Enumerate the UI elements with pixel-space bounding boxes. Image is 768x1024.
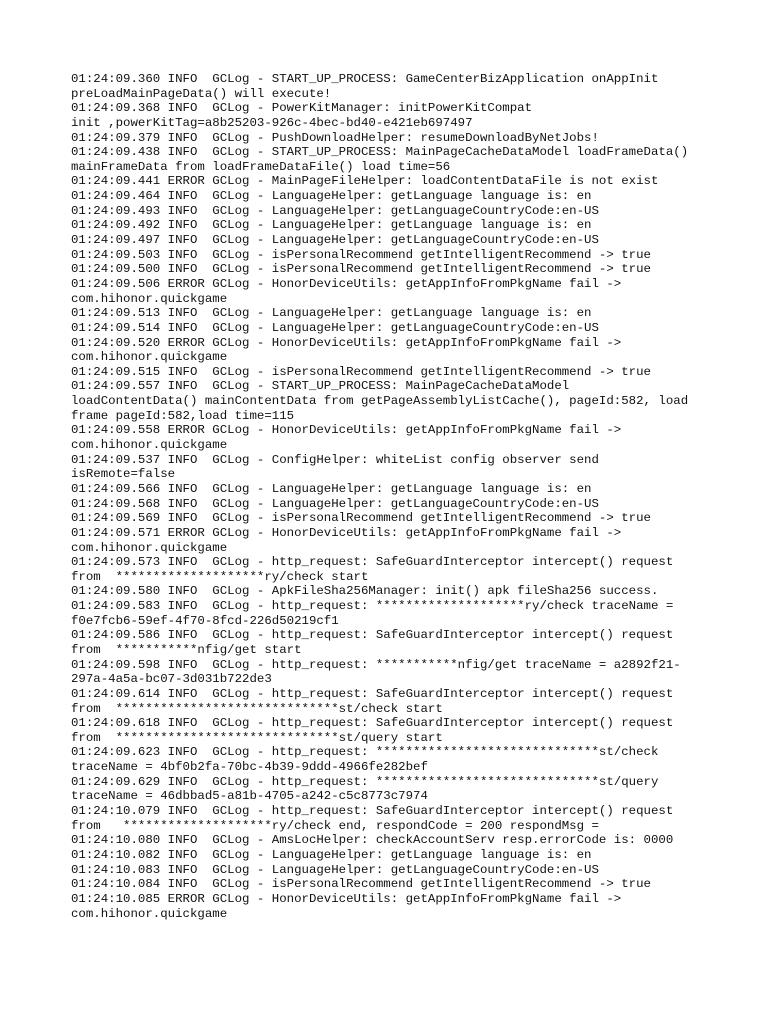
log-line: 01:24:09.558 ERROR GCLog - HonorDeviceUtils: getAppInfoFromPkgName fail -> (71, 423, 622, 438)
log-line: com.hihonor.quickgame (71, 291, 228, 306)
log-line: from ********************ry/check start (71, 569, 369, 584)
log-line: 01:24:09.515 INFO GCLog - isPersonalRecommend getIntelligentRecommend -> true (71, 364, 651, 379)
log-line: 01:24:09.568 INFO GCLog - LanguageHelper: getLanguageCountryCode:en-US (71, 496, 599, 511)
log-line: 01:24:09.614 INFO GCLog - http_request: SafeGuardInterceptor intercept() request (71, 686, 674, 701)
log-line: 01:24:09.503 INFO GCLog - isPersonalRecommend getIntelligentRecommend -> true (71, 247, 651, 262)
log-line: 01:24:10.080 INFO GCLog - AmsLocHelper: checkAccountServ resp.errorCode is: 0000 (71, 833, 674, 848)
log-line: traceName = 4bf0b2fa-70bc-4b39-9ddd-4966fe282bef (71, 760, 428, 775)
log-line: com.hihonor.quickgame (71, 438, 228, 453)
log-line: 01:24:09.500 INFO GCLog - isPersonalRecommend getIntelligentRecommend -> true (71, 262, 651, 277)
log-line: from ***********nfig/get start (71, 642, 302, 657)
log-line: 01:24:09.566 INFO GCLog - LanguageHelper: getLanguage language is: en (71, 481, 592, 496)
log-line: 01:24:09.618 INFO GCLog - http_request: SafeGuardInterceptor intercept() request (71, 716, 674, 731)
log-line: preLoadMainPageData() will execute! (71, 86, 332, 101)
log-line: isRemote=false (71, 467, 176, 482)
log-line: 01:24:09.493 INFO GCLog - LanguageHelper: getLanguageCountryCode:en-US (71, 203, 599, 218)
log-line: com.hihonor.quickgame (71, 350, 228, 365)
log-line: 01:24:09.623 INFO GCLog - http_request: ******************************st/check (71, 745, 659, 760)
log-line: traceName = 46dbbad5-a81b-4705-a242-c5c8773c7974 (71, 789, 428, 804)
log-line: frame pageId:582,load time=115 (71, 408, 295, 423)
log-line: init ,powerKitTag=a8b25203-926c-4bec-bd40-e421eb697497 (71, 115, 473, 130)
log-line: 297a-4a5a-bc07-3d031b722de3 (71, 672, 272, 687)
log-line: 01:24:09.537 INFO GCLog - ConfigHelper: whiteList config observer send (71, 452, 599, 467)
log-line: 01:24:09.569 INFO GCLog - isPersonalRecommend getIntelligentRecommend -> true (71, 511, 651, 526)
log-line: 01:24:10.082 INFO GCLog - LanguageHelper: getLanguage language is: en (71, 847, 592, 862)
log-line: 01:24:09.514 INFO GCLog - LanguageHelper: getLanguageCountryCode:en-US (71, 320, 599, 335)
log-line: 01:24:09.557 INFO GCLog - START_UP_PROCESS: MainPageCacheDataModel (71, 379, 570, 394)
log-line: 01:24:10.083 INFO GCLog - LanguageHelper: getLanguageCountryCode:en-US (71, 862, 599, 877)
log-line: 01:24:09.513 INFO GCLog - LanguageHelper: getLanguage language is: en (71, 306, 592, 321)
log-line: 01:24:09.583 INFO GCLog - http_request: ********************ry/check traceName = (71, 599, 674, 614)
log-line: 01:24:09.438 INFO GCLog - START_UP_PROCESS: MainPageCacheDataModel loadFrameData() (71, 145, 689, 160)
log-line: 01:24:09.506 ERROR GCLog - HonorDeviceUtils: getAppInfoFromPkgName fail -> (71, 276, 622, 291)
log-line: 01:24:09.360 INFO GCLog - START_UP_PROCESS: GameCenterBizApplication onAppInit (71, 72, 659, 86)
log-line: 01:24:10.085 ERROR GCLog - HonorDeviceUtils: getAppInfoFromPkgName fail -> (71, 891, 622, 906)
log-line: from ******************************st/check start (71, 701, 443, 716)
log-line: com.hihonor.quickgame (71, 540, 228, 555)
log-line: 01:24:09.586 INFO GCLog - http_request: SafeGuardInterceptor intercept() request (71, 628, 674, 643)
log-text-block (71, 72, 711, 921)
log-line: 01:24:10.084 INFO GCLog - isPersonalRecommend getIntelligentRecommend -> true (71, 877, 651, 892)
log-line: f0e7fcb6-59ef-4f70-8fcd-226d50219cf1 (71, 613, 339, 628)
log-line: 01:24:09.520 ERROR GCLog - HonorDeviceUtils: getAppInfoFromPkgName fail -> (71, 335, 622, 350)
log-line: 01:24:09.379 INFO GCLog - PushDownloadHelper: resumeDownloadByNetJobs! (71, 130, 599, 145)
log-line: loadContentData() mainContentData from getPageAssemblyListCache(), pageId:582, load (71, 394, 689, 409)
log-line: 01:24:09.629 INFO GCLog - http_request: ******************************st/query (71, 774, 659, 789)
log-line: com.hihonor.quickgame (71, 906, 228, 921)
log-line: from ********************ry/check end, respondCode = 200 respondMsg = (71, 818, 599, 833)
log-line: 01:24:09.464 INFO GCLog - LanguageHelper: getLanguage language is: en (71, 189, 592, 204)
log-line: 01:24:09.492 INFO GCLog - LanguageHelper: getLanguage language is: en (71, 218, 592, 233)
log-line: 01:24:10.079 INFO GCLog - http_request: SafeGuardInterceptor intercept() request (71, 804, 674, 819)
log-line: 01:24:09.368 INFO GCLog - PowerKitManager: initPowerKitCompat (71, 101, 533, 116)
log-line: 01:24:09.497 INFO GCLog - LanguageHelper: getLanguageCountryCode:en-US (71, 233, 599, 248)
log-line: 01:24:09.441 ERROR GCLog - MainPageFileHelper: loadContentDataFile is not exist (71, 174, 659, 189)
log-line: 01:24:09.580 INFO GCLog - ApkFileSha256Manager: init() apk fileSha256 success. (71, 584, 659, 599)
log-line: 01:24:09.571 ERROR GCLog - HonorDeviceUtils: getAppInfoFromPkgName fail -> (71, 525, 622, 540)
log-line: 01:24:09.573 INFO GCLog - http_request: SafeGuardInterceptor intercept() request (71, 555, 674, 570)
log-line: from ******************************st/query start (71, 730, 443, 745)
log-line: mainFrameData from loadFrameDataFile() load time=56 (71, 159, 451, 174)
log-line: 01:24:09.598 INFO GCLog - http_request: ***********nfig/get traceName = a2892f21- (71, 657, 681, 672)
